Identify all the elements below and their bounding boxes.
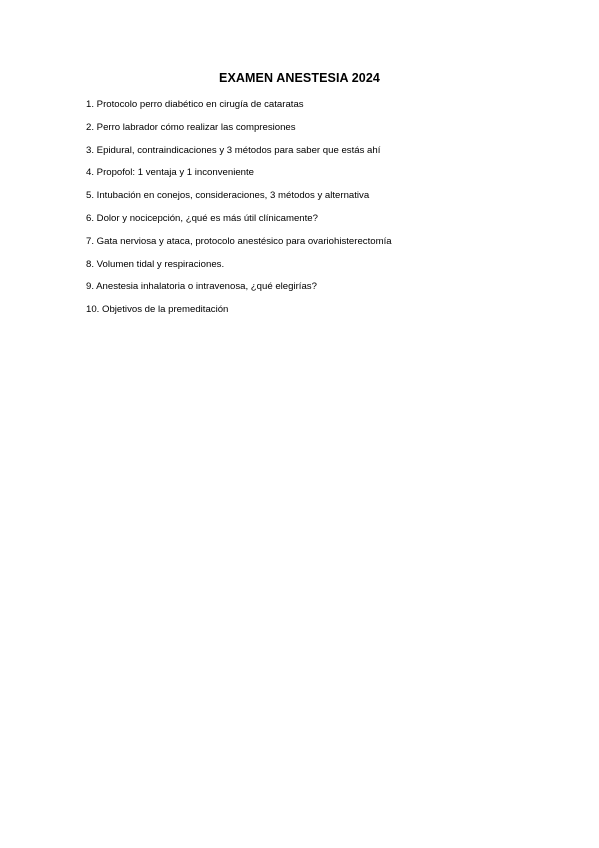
question-item-9: 9. Anestesia inhalatoria o intravenosa, ¿qué elegirías? [86,281,317,293]
question-item-3: 3. Epidural, contraindicaciones y 3 métodos para saber que estás ahí [86,144,381,156]
question-item-6: 6. Dolor y nocicepción, ¿qué es más útil clínicamente? [86,212,318,224]
question-item-7: 7. Gata nerviosa y ataca, protocolo anestésico para ovariohisterectomía [86,235,392,247]
question-item-1: 1. Protocolo perro diabético en cirugía de cataratas [86,99,304,110]
question-list [86,98,566,326]
document-title: EXAMEN ANESTESIA 2024 [219,71,380,85]
question-item-5: 5. Intubación en conejos, consideraciones, 3 métodos y alternativa [86,190,370,202]
question-item-8: 8. Volumen tidal y respiraciones. [86,258,225,270]
question-item-10: 10. Objetivos de la premeditación [86,304,229,316]
question-item-2: 2. Perro labrador cómo realizar las compresiones [86,121,296,133]
question-item-4: 4. Propofol: 1 ventaja y 1 inconveniente [86,167,255,179]
